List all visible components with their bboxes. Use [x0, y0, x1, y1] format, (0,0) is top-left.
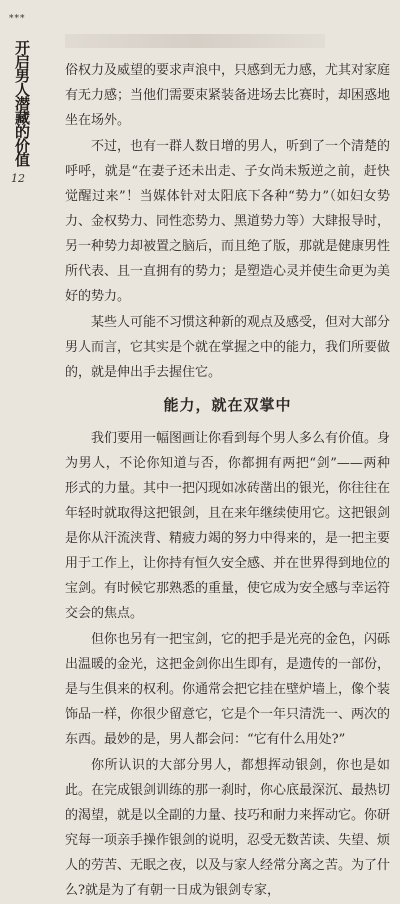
page-number: 12: [11, 172, 25, 185]
paragraph: 我们要用一幅图画让你看到每个男人多么有价值。身为男人，不论你知道与否，你都拥有两把“剑”——两种形式的力量。其中一把闪现如冰砖凿出的银光，你往往在年轻时就取得这把银剑，且在来年继续使用它。这把银剑是你从汗流浃背、精疲力竭的努力中得来的，是一把主要用于工作上，让你持有恒久安全感、并在世界得到地位的宝剑。有时候它那熟悉的重量，使它成为安全感与幸运符交会的焦点。: [65, 431, 391, 621]
section-heading: 能力，就在双掌中: [163, 396, 292, 414]
paragraph: 你所认识的大部分男人，都想挥动银剑，你也是如此。在完成银剑训练的那一刹时，你心底最深沉、最热切的渴望，就是以全副的力量、技巧和耐力来挥动它。你研究每一项亲手操作银剑的说明，忍受无数苦读、失望、烦人的劳苦、无眠之夜，以及与家人经常分离之苦。为了什么?就是为了有朝一日成为银剑专家，: [65, 758, 391, 898]
bleed-through-shadow: [65, 34, 325, 48]
decorative-stars: ***: [9, 14, 26, 24]
paragraph: 俗权力及威望的要求声浪中，只感到无力感，尤其对家庭有无力感；当他们需要束紧装备进场去比赛时，却困惑地坐在场外。: [65, 63, 391, 128]
page-margin: [0, 0, 48, 678]
paragraph: 但你也另有一把宝剑，它的把手是光亮的金色，闪砾出温暖的金光，这把金剑你出生即有，是遗传的一部份，是与生俱来的权利。你通常会把它挂在壁炉墙上，像个装饰品一样，你很少留意它，它是个一年只清洗一、两次的东西。最妙的是，男人都会问：“它有什么用处?”: [65, 632, 391, 747]
paragraph: 不过，也有一群人数日增的男人，听到了一个清楚的呼呼，就是“在妻子还未出走、子女尚未叛逆之前，赶快觉醒过来”！当媒体针对太阳底下各种“势力”（如妇女势力、金权势力、同性恋势力、黑道势力等）大肆报导时，另一种势力却被置之脑后，而且绝了版，那就是健康男性所代表、且一直拥有的势力；是塑造心灵并使生命更为美好的势力。: [65, 139, 391, 304]
body-text: [65, 58, 390, 904]
running-book-title: 开启男人潜藏的价值: [13, 40, 31, 166]
paragraph: 某些人可能不习惯这种新的观点及感受，但对大部分男人而言，它其实是个就在掌握之中的能力，我们所要做的，就是伸出手去握住它。: [65, 315, 391, 380]
